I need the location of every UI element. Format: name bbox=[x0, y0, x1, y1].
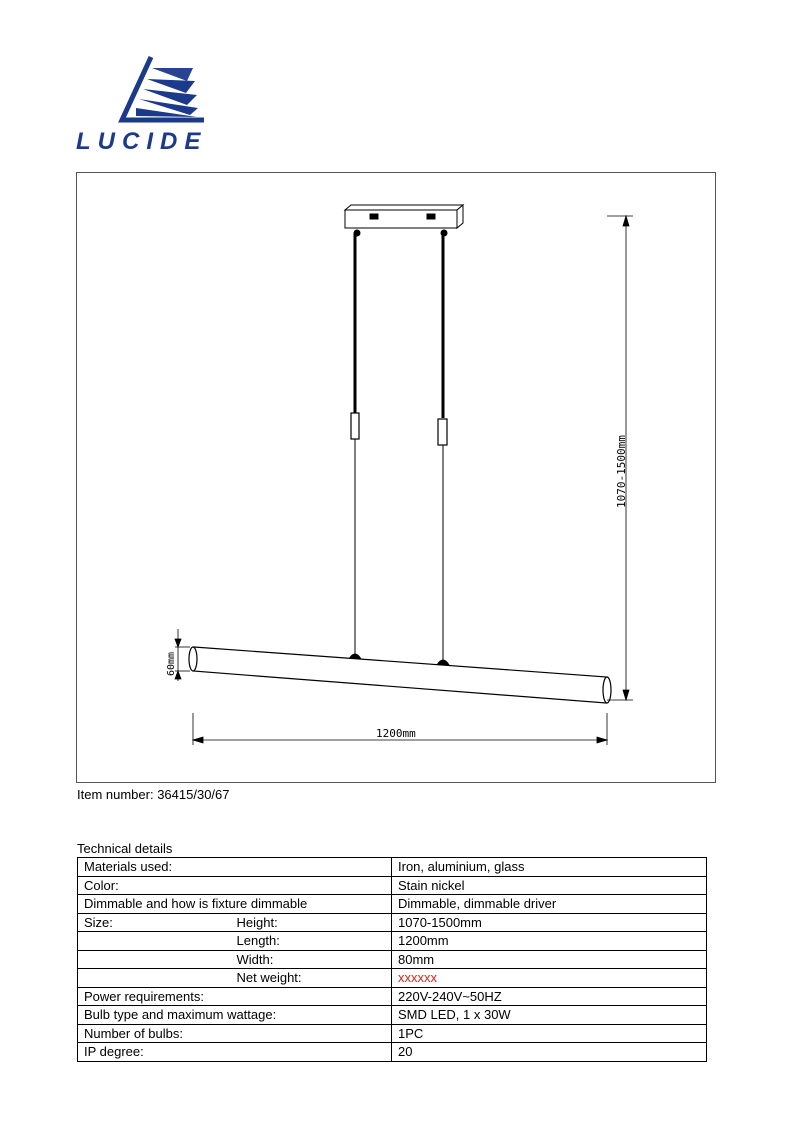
suspension-cables bbox=[349, 233, 449, 665]
table-row bbox=[78, 932, 707, 951]
table-row bbox=[78, 1006, 707, 1025]
table-row bbox=[78, 895, 707, 914]
bulbs-count-label: Number of bulbs: bbox=[78, 1024, 392, 1043]
table-row bbox=[78, 950, 707, 969]
height-value: 1070-1500mm bbox=[392, 913, 707, 932]
technical-drawing bbox=[76, 172, 716, 783]
table-row bbox=[78, 1043, 707, 1062]
size-label: Size: bbox=[78, 913, 231, 932]
height-label: Height: bbox=[231, 913, 392, 932]
logo-wordmark: LUCIDE bbox=[76, 128, 208, 155]
length-dimension-label: 1200mm bbox=[376, 727, 416, 740]
table-row bbox=[78, 858, 707, 877]
diameter-dimension bbox=[175, 629, 190, 681]
ip-label: IP degree: bbox=[78, 1043, 392, 1062]
dimmable-label: Dimmable and how is fixture dimmable bbox=[78, 895, 392, 914]
length-value: 1200mm bbox=[392, 932, 707, 951]
ip-value: 20 bbox=[392, 1043, 707, 1062]
item-number: Item number: 36415/30/67 bbox=[77, 787, 230, 802]
width-value: 80mm bbox=[392, 950, 707, 969]
length-label: Length: bbox=[231, 932, 392, 951]
net-weight-value: xxxxxx bbox=[392, 969, 707, 988]
bulbs-count-value: 1PC bbox=[392, 1024, 707, 1043]
color-label: Color: bbox=[78, 876, 392, 895]
power-value: 220V-240V~50HZ bbox=[392, 987, 707, 1006]
table-row bbox=[78, 969, 707, 988]
table-row bbox=[78, 1024, 707, 1043]
height-dimension-label: 1070-1500mm bbox=[615, 435, 628, 508]
width-label: Width: bbox=[231, 950, 392, 969]
power-label: Power requirements: bbox=[78, 987, 392, 1006]
dimmable-value: Dimmable, dimmable driver bbox=[392, 895, 707, 914]
technical-details-table bbox=[77, 857, 707, 1062]
net-weight-label: Net weight: bbox=[231, 969, 392, 988]
table-row bbox=[78, 876, 707, 895]
table-row bbox=[78, 913, 707, 932]
bulb-label: Bulb type and maximum wattage: bbox=[78, 1006, 392, 1025]
ceiling-canopy bbox=[345, 205, 463, 236]
materials-value: Iron, aluminium, glass bbox=[392, 858, 707, 877]
diameter-dimension-label: 60mm bbox=[166, 651, 177, 676]
light-bar bbox=[189, 647, 611, 703]
materials-label: Materials used: bbox=[78, 858, 392, 877]
table-row bbox=[78, 987, 707, 1006]
technical-details-title: Technical details bbox=[77, 841, 173, 856]
color-value: Stain nickel bbox=[392, 876, 707, 895]
bulb-value: SMD LED, 1 x 30W bbox=[392, 1006, 707, 1025]
